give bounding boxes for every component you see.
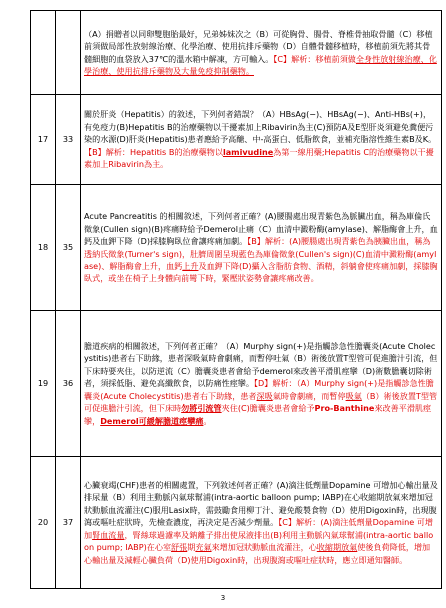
question-table-page (30, 10, 442, 589)
answer-underlined: 收縮期放氣 (316, 542, 358, 553)
answer-underlined: 全身性放射線治療、化學治療、使用抗排斥藥物及大量免疫抑制藥物。 (84, 53, 437, 76)
table-row (31, 185, 442, 311)
answer-text: 來改善平滑肌痙攣， (84, 403, 432, 426)
row-index-cell: 19 (31, 311, 56, 457)
answer-underlined: 吸氣 (345, 390, 362, 401)
question-text: 關於肝炎（Hepatitis）的敘述，下列何者錯誤？（A）HBsAg(−)、HBsAg(−)、Anti-HBs(+)，有免疫力(B)Hepatitis B的治療藥物以干擾素加上Ribavirin為主(C)預防A及E型肝炎須避免糞便污染的水源(D)肝炎(Hepatitis)患者應給予高醣、中-高蛋白、低脂飲食，並補充脂溶性維生素B及K。 (84, 109, 437, 145)
table-row (31, 457, 442, 589)
question-text: 膽道疾病的相關敘述，下列何者正確？（A）Murphy sign(+)是指觸診急性膽囊炎(Acute Cholecystitis)患者右下助緣，患者深吸氣時會劇痛，而暫停吐氣（B）術後放置T型管可促進膽汁引流，但下床時要夾住，以防逆流（C）膽囊炎患者會給予demerol來改善平滑肌痙攣（D)術數膽囊切除術者，須採低脂、避免高纖飲食，以防痛性痙攣。 (84, 341, 438, 389)
answer-text: 來增加冠狀動脈血流灌注，心 (211, 542, 317, 553)
answer-prefix: 【C】解析：(A)滴注低劑量Dopamine 可增加 (84, 517, 433, 540)
answer-underlined: 腎血流量 (92, 529, 125, 540)
question-cell (81, 457, 442, 589)
question-cell (81, 11, 442, 95)
answer-underlined: 深吸 (256, 390, 273, 401)
question-number-cell: 36 (56, 311, 81, 457)
answer-prefix: 【D】解析：（A）Murphy sign(+)是指觸診急性膽囊炎(Acute Cholecystitis)患者右下助緣，患者 (84, 378, 434, 401)
answer-text: 。 (203, 415, 212, 426)
question-table (30, 10, 442, 589)
answer-suffix: 及血鉀下降(D)攝入含脂肪食物、酒精，斜躺會使疼痛加劇，採膝胸臥式，或坐在椅子上身體向前彎下時，緊壓狀姿勢會讓疼痛改善。 (84, 260, 438, 284)
row-index-cell: 20 (31, 457, 56, 589)
answer-suffix: 為第一線用藥;Hepatitis C的治療藥物以干擾素加上Ribavirin為主。 (84, 146, 434, 170)
table-row (31, 95, 442, 185)
answer-prefix: 【B】解析：Hepatitis B的治療藥物以 (84, 146, 223, 157)
question-cell (81, 95, 442, 185)
table-row (31, 311, 442, 457)
question-number-cell: 33 (56, 95, 81, 185)
answer-underlined: 舒張 (171, 542, 188, 553)
question-text: （A）捐贈者以同卵雙胞胎最好，兄弟姊妹次之（B）可從胸骨、腸骨、脊椎骨抽取骨髓（C）移植前須做局部性放射線治療、化學治療、使用抗排斥藥物（D）自體骨髓移植時，移植前須先將其骨髓細胞的血袋放入37℃的溫水箱中解凍，方可輸入。 (84, 28, 433, 64)
answer-underlined: 充氣 (195, 542, 212, 553)
answer-prefix: 【C】解析：移植前須做 (273, 53, 356, 64)
row-index-cell: 17 (31, 95, 56, 185)
answer-underlined: 上升 (182, 260, 199, 271)
question-cell (81, 185, 442, 311)
row-index-cell: 18 (31, 185, 56, 311)
answer-text: （B）術後放置T型管可促進膽汁引流，但下床時 (84, 390, 438, 414)
question-number-cell (56, 11, 81, 95)
answer-text: 期 (187, 542, 196, 553)
question-number-cell: 37 (56, 457, 81, 589)
page-number: 3 (220, 594, 226, 602)
question-text: 心臟衰竭(CHF)患者的相關處置，下列敘述何者正確？(A)滴注低劑量Dopamine 可增加心輸出量及排尿量（B）利用主動脈內氣球幫浦(intra-aortic balloon pump; IABP)在心收縮期放氣來增加冠狀動脈血流灌注(C)服用Lasix時，需鼓勵食用柳丁汁、避免酸製食物（D）使用Digoxin時，出現腹瀉或嘔吐症狀時，先檢查濃度，再決定是否減少劑量。 (84, 480, 438, 528)
answer-drug-name: lamivudine (222, 146, 274, 157)
question-text: Acute Pancreatitis 的相關敘述，下列何者正確？(A)腰腸處出現青紫色為脈臟出血，稱為庫倫氏徵象(Cullen sign)(B)疼痛時給予Demerol止痛（C）血清中澱粉酶(amylase)、解脂酶會上升，血鈣及血鉀下降（D)採膝胸臥位會讓疼痛加劇。 (84, 211, 438, 247)
answer-underlined: 勿將引流管 (181, 403, 222, 414)
answer-emphasis: Demerol可緩解膽道痙攣痛 (100, 415, 204, 426)
row-index-cell (31, 11, 56, 95)
answer-text: ，腎絲球過濾率及鈉離子排出使尿液排出(B)利用主動脈內氣球幫浦(intra-aortic balloon pump; IABP)在心室 (84, 529, 434, 553)
question-number-cell: 35 (56, 185, 81, 311)
answer-text: 夾住(C)膽囊炎患者會給予 (221, 403, 315, 414)
answer-prefix: 【B】解析：(A)腰腸處出現青紫色為胰臟出血，稱為透納氏徵象(Turner's sign)，肚臍周圍呈現藍色為庫倫徵象(Cullen's sign)(C)血清中澱粉酶(amylase)、解脂酶會上升，血鈣 (84, 236, 437, 271)
answer-explanation (84, 147, 434, 169)
answer-text: 使後負荷降低，增加心輸出量及減輕心臟負荷（D)使用Digoxin時，出現腹瀉或嘔吐症狀時，應立即通知醫師。 (84, 542, 431, 565)
question-cell (81, 311, 442, 457)
answer-text: 氣時會劇痛，而暫停 (272, 390, 346, 401)
answer-drug-name: Pro-Banthine (314, 403, 375, 414)
table-row (31, 11, 442, 95)
